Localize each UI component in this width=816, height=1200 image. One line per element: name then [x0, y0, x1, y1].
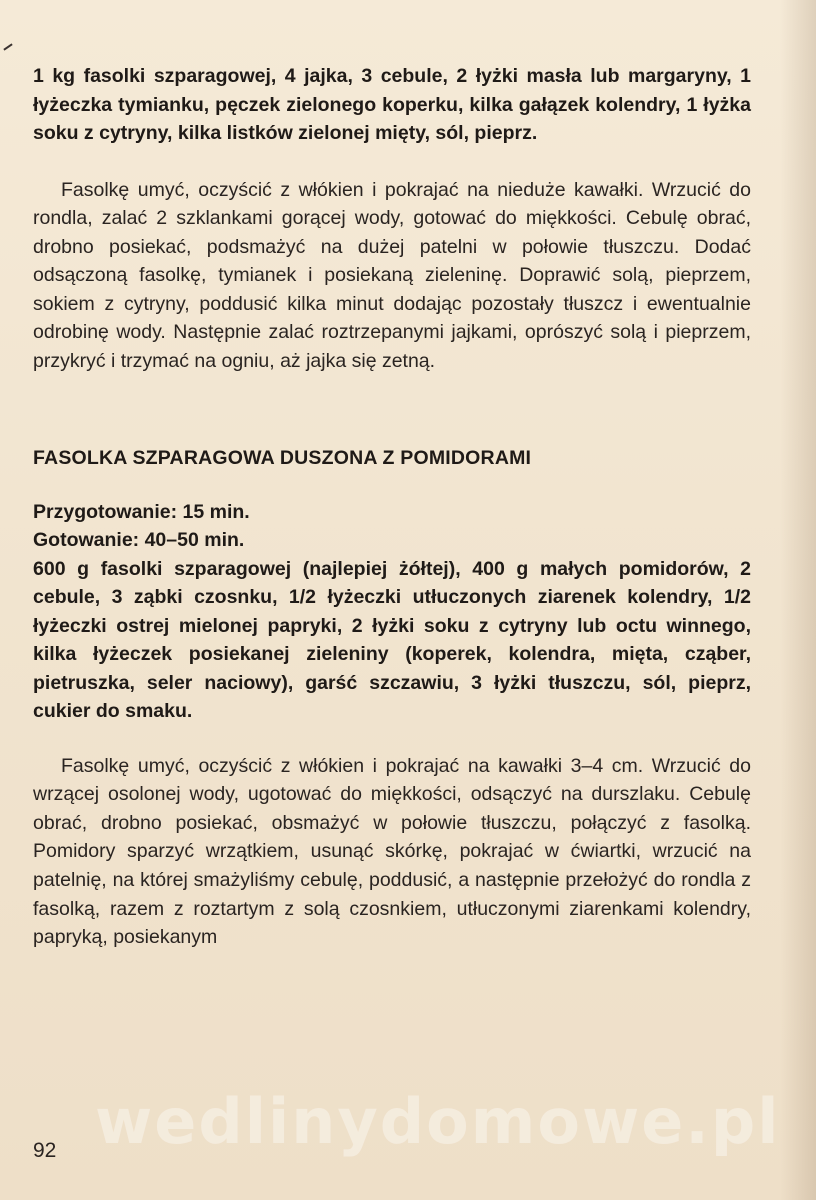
recipe2-method: Fasolkę umyć, oczyścić z włókien i pokrajać na kawałki 3–4 cm. Wrzucić do wrzącej osolonej wody, ugotować do miękkości, odsączyć na durszlaku. Cebulę obrać, drobno posiekać, obsmażyć w połowie tłuszczu, połączyć z fasolką. Pomidory sparzyć wrzątkiem, usunąć skórkę, pokrajać w ćwiartki, wrzucić na patelnię, na której smażyliśmy cebulę, poddusić, a następnie przełożyć do rondla z fasolką, razem z roztartym z solą czosnkiem, utłuczonymi ziarenkami kolendry, papryką, posiekanym	[33, 754, 751, 949]
recipe2-title: FASOLKA SZPARAGOWA DUSZONA Z POMIDORAMI	[33, 446, 532, 469]
recipe2-ingredients: 600 g fasolki szparagowej (najlepiej żółtej), 400 g małych pomidorów, 2 cebule, 3 ząbki czosnku, 1/2 łyżeczki utłuczonych ziarenek kolendry, 1/2 łyżeczki ostrej mielonej papryki, 2 łyżki soku z cytryny lub octu winnego, kilka łyżeczek posiekanej zieleniny (koperek, kolendra, mięta, cząber, pietruszka, seler naciowy), garść szczawiu, 3 łyżki tłuszczu, sól, pieprz, cukier do smaku.	[33, 557, 751, 723]
recipe1-method: Fasolkę umyć, oczyścić z włókien i pokrajać na nieduże kawałki. Wrzucić do rondla, zalać 2 szklankami gorącej wody, gotować do miękkości. Cebulę obrać, drobno posiekać, podsmażyć na dużej patelni w połowie tłuszczu. Dodać odsączoną fasolkę, tymianek i posiekaną zieleninę. Doprawić solą, pieprzem, sokiem z cytryny, poddusić kilka minut dodając pozostały tłuszcz i ewentualnie odrobinę wody. Następnie zalać roztrzepanymi jajkami, oprószyć solą i pieprzem, przykryć i trzymać na ogniu, aż jajka się zetną.	[33, 178, 751, 373]
recipe1-ingredients: 1 kg fasolki szparagowej, 4 jajka, 3 cebule, 2 łyżki masła lub margaryny, 1 łyżeczka tymianku, pęczek zielonego koperku, kilka gałązek kolendry, 1 łyżka soku z cytryny, kilka listków zielonej mięty, sól, pieprz.	[33, 65, 751, 144]
watermark: wedlinydomowe.pl	[95, 1085, 781, 1158]
page-number: 92	[33, 1139, 57, 1162]
page-content	[33, 62, 751, 952]
recipe2-cook-time: Gotowanie: 40–50 min.	[33, 529, 245, 552]
recipe2-prep-time: Przygotowanie: 15 min.	[33, 500, 250, 523]
pencil-mark	[3, 43, 12, 50]
